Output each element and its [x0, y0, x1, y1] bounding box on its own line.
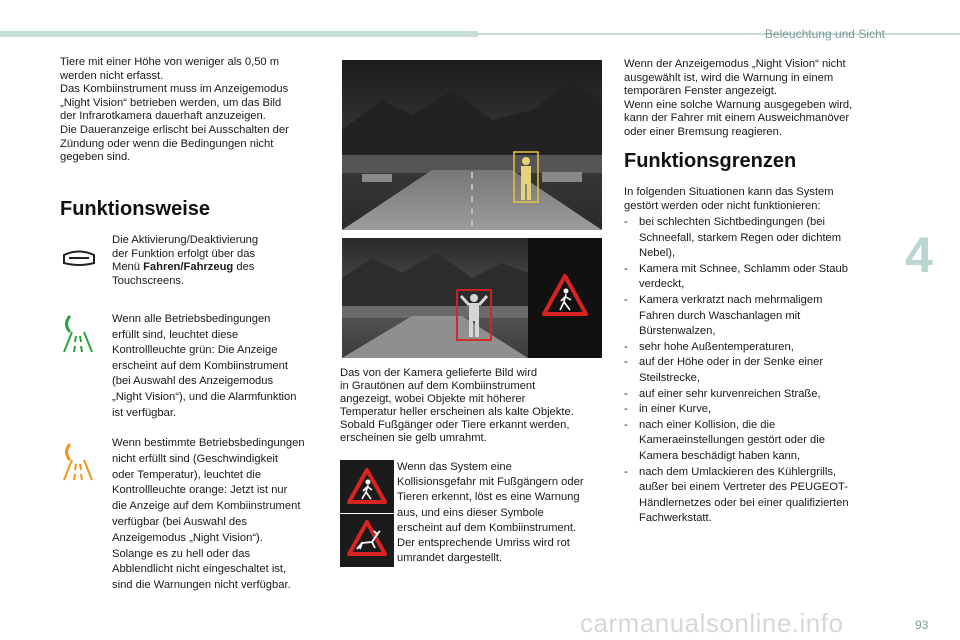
heading-funktionsweise: Funktionsweise [60, 198, 211, 220]
night-vision-orange-indicator-icon [60, 440, 96, 482]
green-indicator-text: Wenn alle Betriebsbedingungen erfüllt sind, leuchtet diese Kontrollleuchte grün: Die Anzeige erscheint auf dem Kombiinstrument (bei Auswahl des Anzeigemodus „Night Vision“), und die Alarmfunktion ist verfügbar. [112, 313, 297, 419]
list-item: - sehr hohe Außentemperaturen, [624, 340, 899, 356]
list-item: - auf der Höhe oder in der Senke einer Steilstrecke, [624, 355, 899, 386]
heading-funktionsgrenzen: Funktionsgrenzen [624, 150, 797, 172]
limits-list [624, 215, 899, 527]
page-number: 93 [915, 618, 929, 632]
temporary-window-text: Wenn der Anzeigemodus „Night Vision“ nicht ausgewählt ist, wird die Warnung in einem temporären Fenster angezeigt. Wenn eine solche Warnung ausgegeben wird, kann der Fahrer mit einem Ausweichmanöver oder einer Bremsung reagieren. [624, 58, 853, 138]
night-vision-green-indicator-icon [60, 312, 96, 354]
infrared-camera-image-2 [342, 238, 602, 358]
list-item: - nach einer Kollision, die die Kameraeinstellungen gestört oder die Kamera beschädigt haben kann, [624, 418, 899, 465]
list-item: - nach dem Umlackieren des Kühlergrills, außer bei einem Vertreter des PEUGEOT- Händlernetzes oder bei einer qualifizierten Fachwerkstatt. [624, 465, 899, 527]
list-item: - in einer Kurve, [624, 402, 899, 418]
header-rule [478, 33, 960, 35]
orange-indicator-text: Wenn bestimmte Betriebsbedingungen nicht erfüllt sind (Geschwindigkeit oder Temperatur), leuchtet die Kontrollleuchte orange: Jetzt ist nur die Anzeige auf dem Kombiinstrument verfügbar (bei Auswahl des Anzeigemodus „Night Vision“). Solange es zu hell oder das Abblendlicht nicht eingeschaltet ist, sind die Warnungen nicht verfügbar. [112, 437, 305, 592]
chapter-number: 4 [905, 227, 933, 283]
list-item: - auf einer sehr kurvenreichen Straße, [624, 387, 899, 403]
activation-text: Die Aktivierung/Deaktivierung der Funktion erfolgt über das Menü Fahren/Fahrzeug des Touchscreens. [112, 234, 259, 287]
steering-wheel-icon [62, 246, 96, 268]
list-item: - Kamera verkratzt nach mehrmaligem Fahren durch Waschanlagen mit Bürstenwalzen, [624, 293, 899, 340]
camera-image-caption: Das von der Kamera gelieferte Bild wird in Grautönen auf dem Kombiinstrument angezeigt, wobei Objekte mit höherer Temperatur heller erscheinen als kalte Objekte. Sobald Fußgänger oder Tiere erkannt werden, erscheinen sie gelb umrahmt. [340, 367, 574, 444]
header-accent-bar [0, 31, 478, 37]
limits-lead: In folgenden Situationen kann das System gestört werden oder nicht funktionieren: [624, 186, 834, 212]
animal-warning-icon [340, 514, 394, 567]
infrared-camera-image-1 [342, 60, 602, 230]
watermark: carmanualsonline.info [580, 608, 844, 638]
intro-paragraph: Tiere mit einer Höhe von weniger als 0,50 m werden nicht erfasst. Das Kombiinstrument muss im Anzeigemodus „Night Vision“ betrieben werden, um das Bild der Infrarotkamera dauerhaft anzuzeigen. Die Daueranzeige erlischt bei Ausschalten der Zündung oder wenn die Bedingungen nicht gegeben sind. [60, 56, 289, 164]
collision-warning-text: Wenn das System eine Kollisionsgefahr mit Fußgängern oder Tieren erkennt, löst es eine Warnung aus, und eins dieser Symbole erscheint auf dem Kombiinstrument. Der entsprechende Umriss wird rot umrandet dargestellt. [397, 461, 584, 565]
section-title: Beleuchtung und Sicht [764, 27, 885, 41]
list-item: - Kamera mit Schnee, Schlamm oder Staub verdeckt, [624, 262, 899, 293]
pedestrian-warning-icon [340, 460, 394, 513]
list-item: - bei schlechten Sichtbedingungen (bei Schneefall, starkem Regen oder dichtem Nebel), [624, 215, 899, 262]
